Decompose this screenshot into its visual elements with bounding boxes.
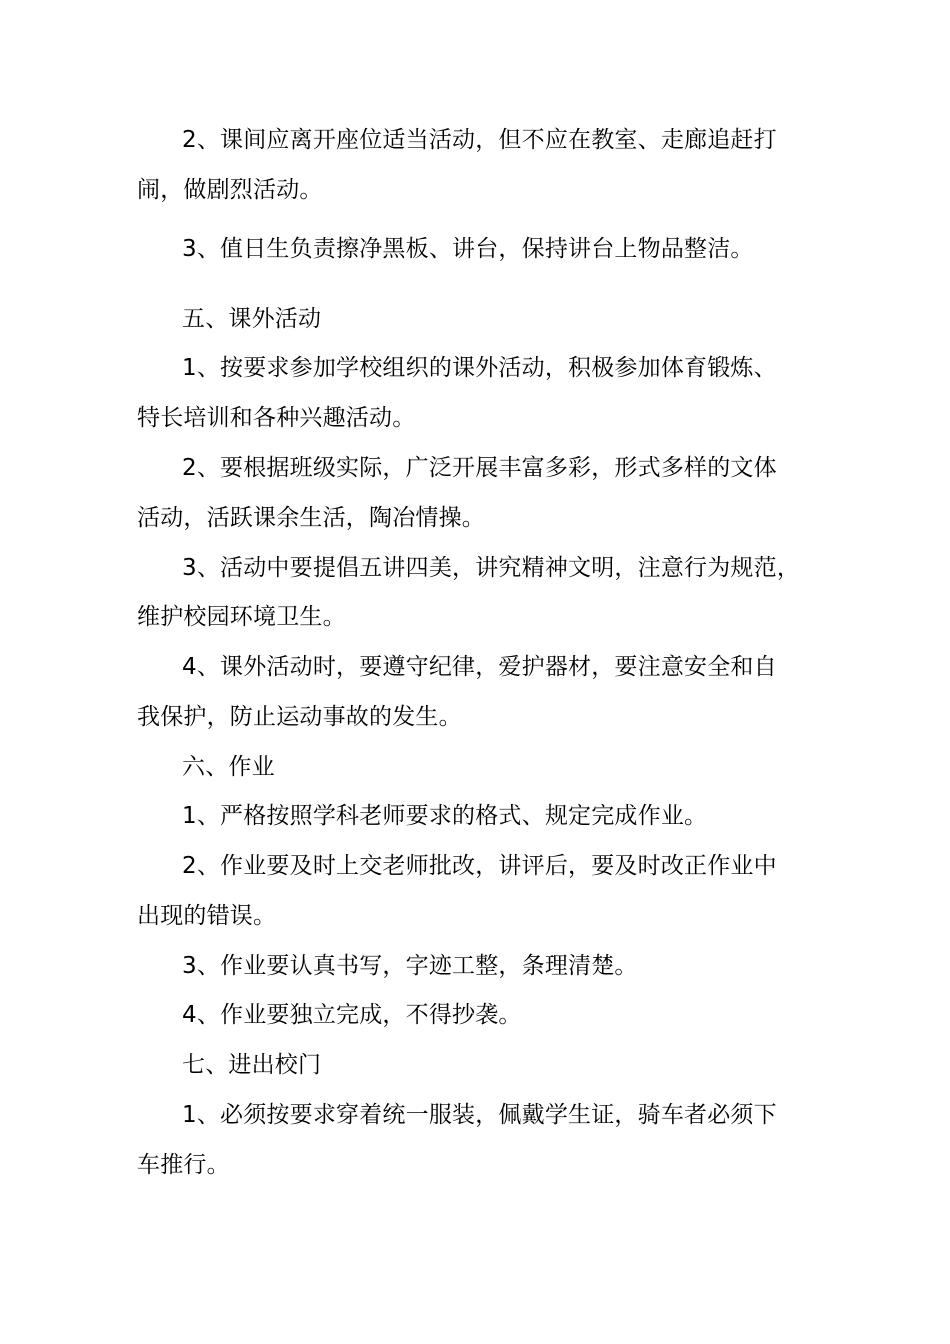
paragraph-line: 4、作业要独立完成，不得抄袭。 (182, 1002, 522, 1028)
paragraph-line: 车推行。 (137, 1152, 230, 1178)
paragraph-line: 2、作业要及时上交老师批改，讲评后，要及时改正作业中 (182, 853, 777, 879)
paragraph-line: 1、严格按照学科老师要求的格式、规定完成作业。 (182, 803, 708, 829)
paragraph-line: 1、按要求参加学校组织的课外活动，积极参加体育锻炼、 (182, 355, 777, 381)
paragraph-line: 2、要根据班级实际，广泛开展丰富多彩，形式多样的文体 (182, 455, 777, 481)
paragraph-line: 特长培训和各种兴趣活动。 (137, 405, 416, 431)
paragraph-line: 3、作业要认真书写，字迹工整，条理清楚。 (182, 953, 638, 979)
paragraph-line: 3、活动中要提倡五讲四美，讲究精神文明，注意行为规范， (182, 555, 801, 581)
paragraph-line: 活动，活跃课余生活，陶冶情操。 (137, 505, 485, 531)
section-heading: 七、进出校门 (182, 1052, 322, 1078)
section-heading: 六、作业 (182, 754, 275, 780)
paragraph-line: 3、值日生负责擦净黑板、讲台，保持讲台上物品整洁。 (182, 236, 754, 262)
section-heading: 五、课外活动 (182, 306, 322, 332)
paragraph-line: 4、课外活动时，要遵守纪律，爱护器材，要注意安全和自 (182, 654, 777, 680)
paragraph-line: 闹，做剧烈活动。 (137, 177, 323, 203)
paragraph-line: 我保护，防止运动事故的发生。 (137, 704, 462, 730)
paragraph-line: 出现的错误。 (137, 903, 277, 929)
paragraph-line: 1、必须按要求穿着统一服装，佩戴学生证，骑车者必须下 (182, 1102, 777, 1128)
paragraph-line: 2、课间应离开座位适当活动，但不应在教室、走廊追赶打 (182, 127, 777, 153)
paragraph-line: 维护校园环境卫生。 (137, 604, 346, 630)
